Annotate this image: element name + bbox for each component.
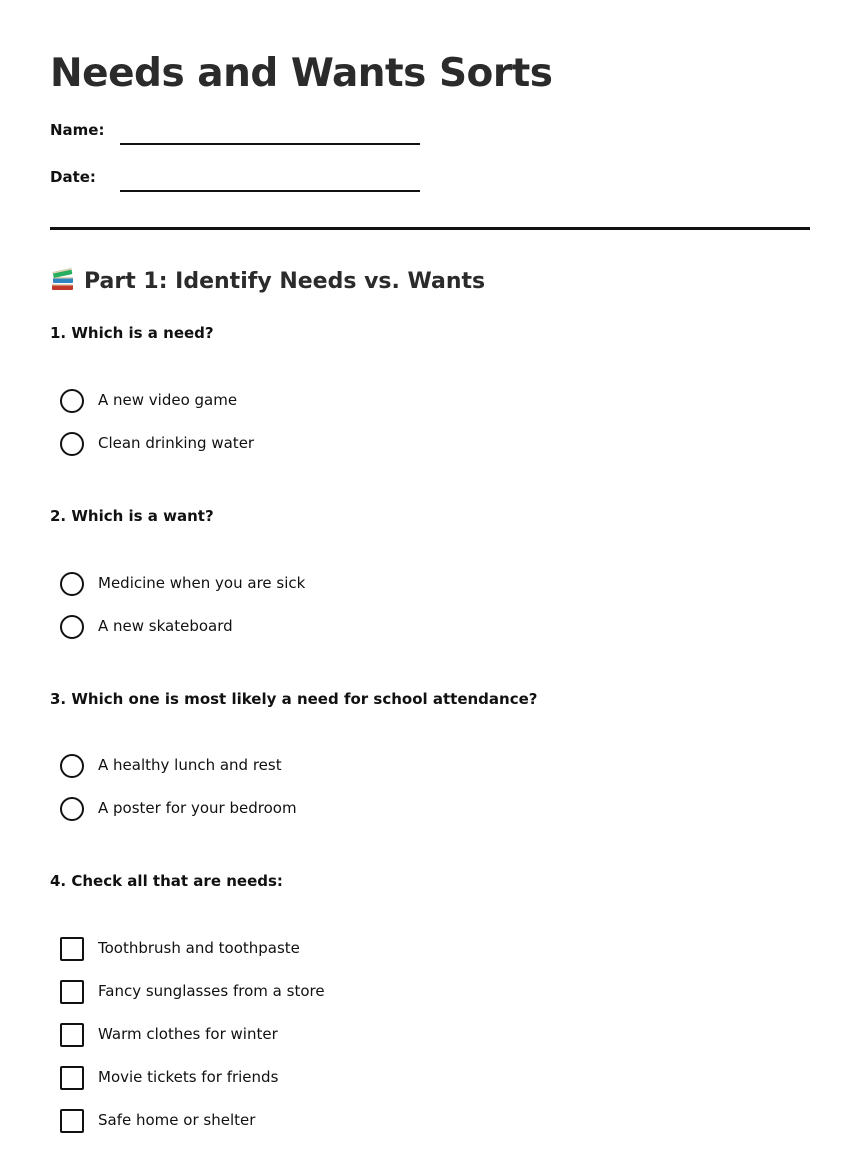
option-label: Warm clothes for winter — [98, 1025, 278, 1043]
option-label: A new video game — [98, 391, 238, 409]
option-label: Safe home or shelter — [98, 1111, 256, 1129]
question-1: 1. Which is a need? — [50, 324, 214, 342]
option-label: Fancy sunglasses from a store — [98, 982, 325, 1000]
option-label: Movie tickets for friends — [98, 1068, 279, 1086]
date-input-line[interactable] — [120, 190, 420, 192]
checkbox[interactable] — [60, 980, 84, 1004]
radio-button[interactable] — [60, 615, 84, 639]
checkbox[interactable] — [60, 937, 84, 961]
option-label: A poster for your bedroom — [98, 799, 297, 817]
section-divider — [50, 227, 810, 230]
question-3: 3. Which one is most likely a need for school attendance? — [50, 690, 538, 708]
checkbox[interactable] — [60, 1066, 84, 1090]
option-label: A new skateboard — [98, 617, 233, 635]
question-2: 2. Which is a want? — [50, 507, 214, 525]
part-1-heading-text: Part 1: Identify Needs vs. Wants — [84, 269, 486, 294]
name-label: Name: — [50, 121, 105, 139]
option-label: A healthy lunch and rest — [98, 756, 282, 774]
radio-button[interactable] — [60, 389, 84, 413]
name-input-line[interactable] — [120, 143, 420, 145]
option-label: Toothbrush and toothpaste — [98, 939, 300, 957]
radio-button[interactable] — [60, 797, 84, 821]
question-4: 4. Check all that are needs: — [50, 872, 283, 890]
option-label: Clean drinking water — [98, 434, 255, 452]
option-label: Medicine when you are sick — [98, 574, 306, 592]
date-label: Date: — [50, 168, 96, 186]
radio-button[interactable] — [60, 432, 84, 456]
part-1-heading — [50, 266, 485, 298]
radio-button[interactable] — [60, 572, 84, 596]
checkbox[interactable] — [60, 1109, 84, 1133]
page-title: Needs and Wants Sorts — [50, 51, 553, 96]
radio-button[interactable] — [60, 754, 84, 778]
books-icon — [50, 266, 76, 292]
checkbox[interactable] — [60, 1023, 84, 1047]
